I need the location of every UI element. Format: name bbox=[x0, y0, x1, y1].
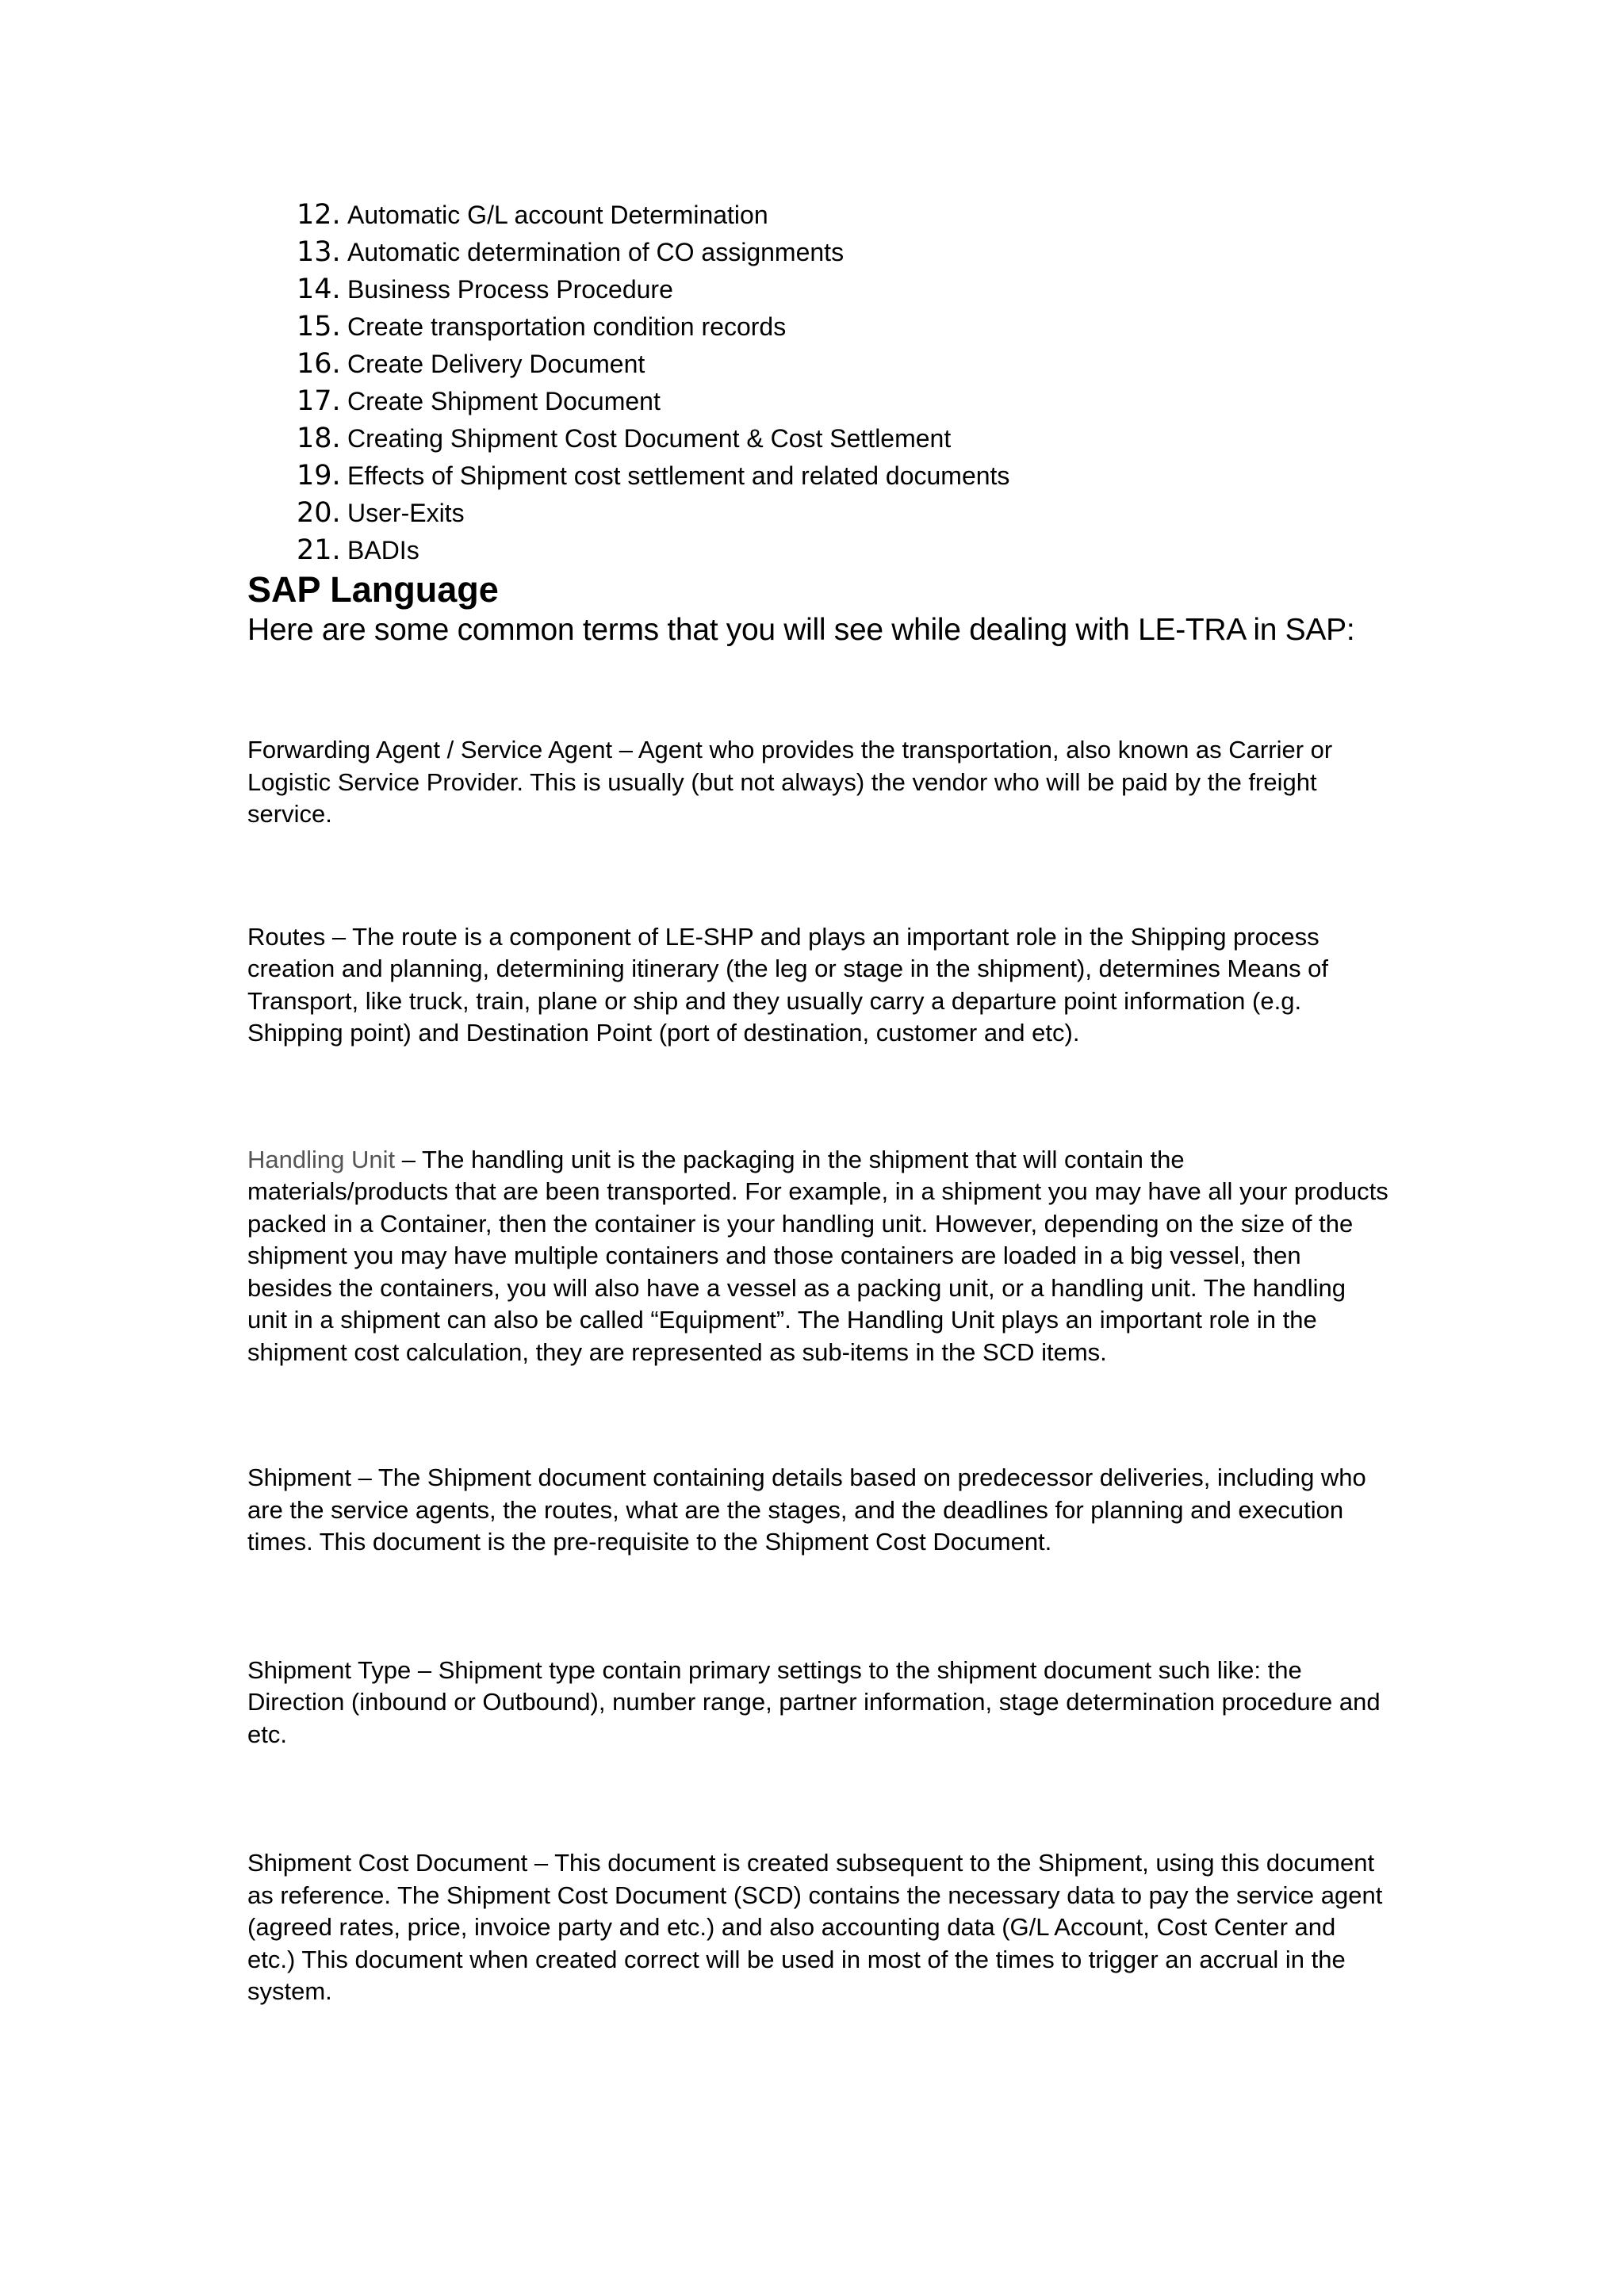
list-item-text: Business Process Procedure bbox=[347, 275, 673, 304]
list-item-text: Create transportation condition records bbox=[347, 312, 787, 341]
list-item-text: Automatic G/L account Determination bbox=[347, 201, 768, 229]
list-item-number: 15. bbox=[297, 311, 341, 342]
definition-term: Handling Unit bbox=[247, 1145, 396, 1173]
section-intro: Here are some common terms that you will see while dealing with LE-TRA in SAP: bbox=[247, 613, 1355, 647]
definition-shipment-type: Shipment Type – Shipment type contain primary settings to the shipment document such like: the Direction (inbound or Outbound), number range, partner information, stage determination procedure and etc. bbox=[247, 1655, 1381, 1748]
list-item bbox=[247, 234, 1389, 271]
list-item-number: 21. bbox=[297, 534, 341, 566]
list-item-text: Create Delivery Document bbox=[347, 350, 645, 378]
definition-shipment: Shipment – The Shipment document containing details based on predecessor deliveries, including who are the service agents, the routes, what are the stages, and the deadlines for planning and execution times. This document is the pre-requisite to the Shipment Cost Document. bbox=[247, 1464, 1366, 1556]
list-item-text: User-Exits bbox=[347, 499, 465, 527]
list-item bbox=[247, 457, 1389, 495]
list-item-number: 19. bbox=[297, 460, 341, 492]
list-item bbox=[247, 383, 1389, 420]
document-page bbox=[247, 197, 1389, 2008]
list-item-text: Automatic determination of CO assignments bbox=[347, 238, 845, 266]
list-item-number: 16. bbox=[297, 348, 341, 380]
definition-handling-unit bbox=[247, 1144, 1389, 1369]
definition-forwarding-agent: Forwarding Agent / Service Agent – Agent who provides the transportation, also known as Carrier or Logistic Service Provider. This is usually (but not always) the vendor who will be paid by the freight service. bbox=[247, 736, 1333, 828]
list-item bbox=[247, 271, 1389, 308]
list-item bbox=[247, 495, 1389, 532]
list-item-number: 20. bbox=[297, 497, 341, 529]
list-item-text: Create Shipment Document bbox=[347, 387, 661, 415]
list-item bbox=[247, 346, 1389, 383]
list-item-number: 14. bbox=[297, 274, 341, 305]
definition-shipment-cost-document: Shipment Cost Document – This document is created subsequent to the Shipment, using this document as reference. The Shipment Cost Document (SCD) contains the necessary data to pay the service agent (agreed rates, price, invoice party and etc.) and also accounting data (G/L Account, Cost Center and etc.) This document when created correct will be used in most of the times to trigger an accrual in the system. bbox=[247, 1849, 1383, 2005]
list-item-number: 12. bbox=[297, 199, 341, 231]
list-item-number: 13. bbox=[297, 236, 341, 268]
definition-routes: Routes – The route is a component of LE-SHP and plays an important role in the Shipping process creation and planning, determining itinerary (the leg or stage in the shipment), determines Means of Transport, like truck, train, plane or ship and they usually carry a departure point information (e.g. Shipping point) and Destination Point (port of destination, customer and etc). bbox=[247, 922, 1329, 1047]
list-item bbox=[247, 308, 1389, 346]
list-item-number: 17. bbox=[297, 385, 341, 417]
list-item bbox=[247, 197, 1389, 234]
section-title: SAP Language bbox=[247, 569, 499, 610]
list-item-text: BADIs bbox=[347, 536, 419, 564]
list-item bbox=[247, 532, 1389, 569]
definition-body: – The handling unit is the packaging in the shipment that will contain the materials/products that are been transported. For example, in a shipment you may have all your products packed in a Container, then the container is your handling unit. However, depending on the size of the shipment you may have multiple containers and those containers are loaded in a big vessel, then besides the containers, you will also have a vessel as a packing unit, or a handling unit. The handling unit in a shipment can also be called “Equipment”. The Handling Unit plays an important role in the shipment cost calculation, they are represented as sub-items in the SCD items. bbox=[247, 1145, 1388, 1366]
list-item-number: 18. bbox=[297, 423, 341, 454]
list-item-text: Creating Shipment Cost Document & Cost Settlement bbox=[347, 424, 952, 453]
numbered-topic-list bbox=[247, 197, 1389, 569]
list-item bbox=[247, 420, 1389, 457]
list-item-text: Effects of Shipment cost settlement and related documents bbox=[347, 461, 1010, 490]
